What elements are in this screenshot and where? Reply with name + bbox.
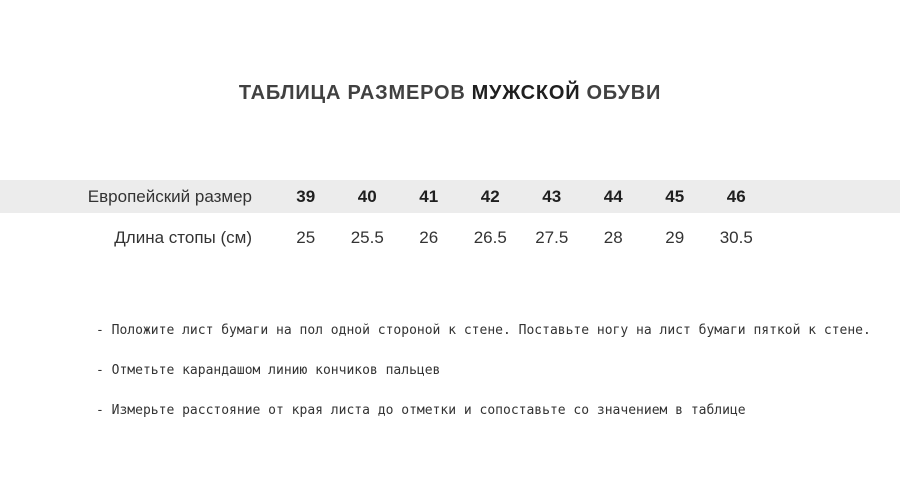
length-cell: 30.5 bbox=[719, 228, 753, 247]
length-cell: 29 bbox=[665, 228, 685, 247]
size-cell: 45 bbox=[665, 186, 685, 206]
size-cell: 42 bbox=[480, 186, 500, 206]
size-cell: 43 bbox=[542, 186, 562, 206]
size-cell: 46 bbox=[726, 186, 746, 206]
title-emphasis: МУЖСКОЙ bbox=[471, 82, 581, 104]
length-cell: 28 bbox=[603, 228, 623, 247]
size-cell: 44 bbox=[603, 186, 623, 206]
eu-size-row-label: Европейский размер bbox=[87, 186, 252, 206]
foot-length-row-label: Длина стопы (см) bbox=[114, 228, 252, 247]
instruction-item: - Отметьте карандашом линию кончиков пальцев bbox=[96, 363, 441, 378]
table-header-row bbox=[0, 180, 900, 213]
instruction-item: - Измерьте расстояние от края листа до отметки и сопоставьте со значением в таблице bbox=[96, 403, 746, 418]
size-cell: 40 bbox=[357, 186, 377, 206]
foot-length-row bbox=[0, 213, 900, 263]
length-cell: 26.5 bbox=[473, 228, 507, 247]
length-cell: 26 bbox=[419, 228, 439, 247]
length-cell: 27.5 bbox=[535, 228, 569, 247]
size-cell: 41 bbox=[419, 186, 439, 206]
length-cell: 25 bbox=[296, 228, 316, 247]
size-cell: 39 bbox=[296, 186, 316, 206]
measuring-instructions bbox=[96, 323, 886, 443]
page-title bbox=[0, 82, 900, 105]
size-table bbox=[0, 180, 900, 263]
title-suffix: ОБУВИ bbox=[586, 82, 662, 104]
length-cell: 25.5 bbox=[350, 228, 384, 247]
instruction-item: - Положите лист бумаги на пол одной стороной к стене. Поставьте ногу на лист бумаги пяткой к стене. bbox=[96, 323, 871, 338]
title-prefix: ТАБЛИЦА РАЗМЕРОВ bbox=[238, 82, 466, 104]
